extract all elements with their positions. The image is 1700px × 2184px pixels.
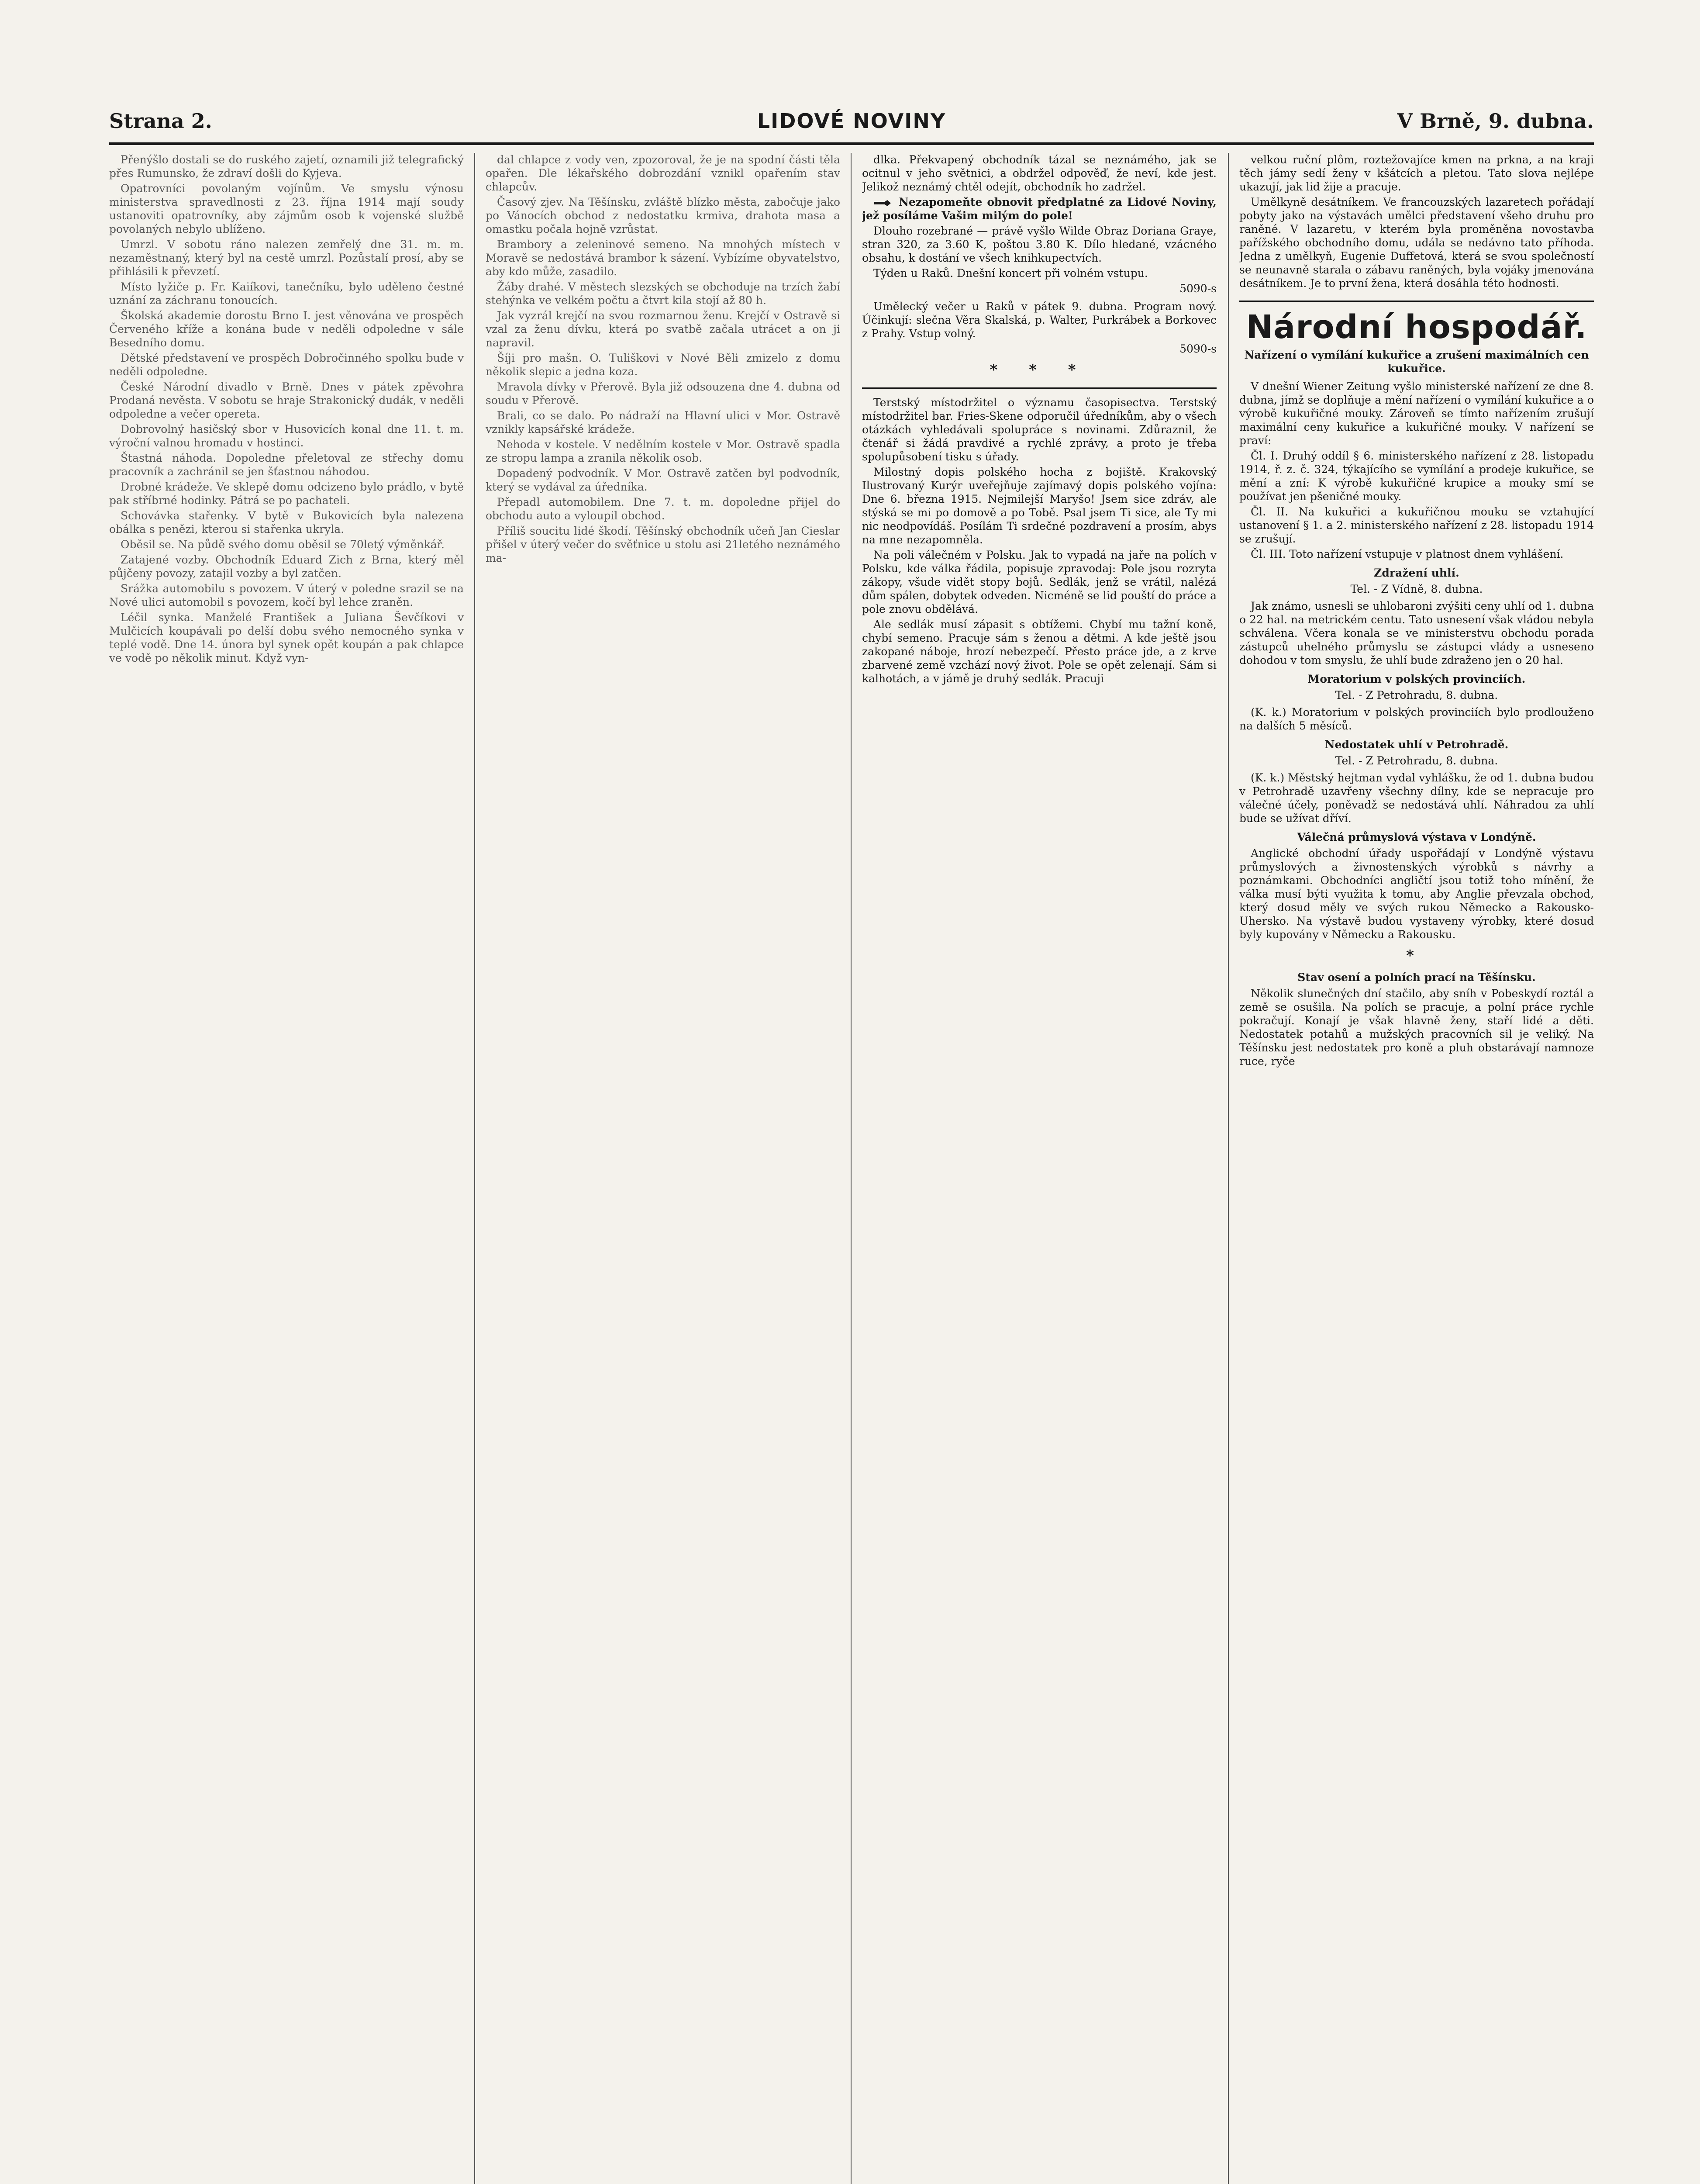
article-dateline: Tel. - Z Petrohradu, 8. dubna. <box>1335 689 1498 702</box>
column-2 <box>486 153 840 2184</box>
article-paragraph: Jak vyzrál krejčí na svou rozmarnou ženu. Krejčí v Ostravě si vzal za ženu dívku, která po svatbě začala utrácet a on ji napravil. <box>486 309 840 349</box>
divider <box>1239 301 1594 302</box>
article-paragraph: Čl. I. Druhý oddíl § 6. ministerského nařízení z 28. listopadu 1914, ř. z. č. 324, týkajícího se vymílání a prodeje kukuřice, se mění a zní: K výrobě kukuřičné krupice a mouky smí se používat jen pšeničné mouky. <box>1239 449 1594 503</box>
advertisement: Umělecký večer u Raků v pátek 9. dubna. Program nový. Účinkují: slečna Věra Skalská, p. Walter, Purkrábek a Borkovec z Prahy. Vstup volný. <box>862 300 1217 340</box>
article-paragraph: České Národní divadlo v Brně. Dnes v pátek zpěvohra Prodaná nevěsta. V sobotu se hraje Strakonický dudák, v neděli odpoledne a večer opereta. <box>109 380 464 420</box>
divider <box>862 387 1217 389</box>
article-paragraph: Milostný dopis polského hocha z bojiště. Krakovský Ilustrovaný Kurýr uveřejňuje zajímavý dopis polského vojína: Dne 6. března 1915. Nejmilejší Maryšo! Jsem sice zdráv, ale stýská se mi po domově a po Tobě. Psal jsem Ti sice, ale Ty mi nic neodpovídáš. Posílám Ti srdečné pozdravení a prosím, abys na mne nezapomněla. <box>862 466 1217 546</box>
article-paragraph: velkou ruční plôm, roztežovajíce kmen na prkna, a na kraji těch jámy sedí ženy v kšátcích a pletou. Tato slova nejlépe ukazují, jak lid žije a pracuje. <box>1239 153 1594 193</box>
column-4 <box>1239 153 1594 2184</box>
article-dateline: Tel. - Z Petrohradu, 8. dubna. <box>1335 754 1498 767</box>
article-paragraph: Umrzl. V sobotu ráno nalezen zemřelý dne 31. m. m. nezaměstnaný, který byl na cestě umrzl. Pozůstalí prosí, aby se přihlásili k převzetí. <box>109 238 464 278</box>
article-paragraph: Mravola dívky v Přerově. Byla již odsouzena dne 4. dubna od soudu v Přerově. <box>486 380 840 407</box>
article-paragraph: dlka. Překvapený obchodník tázal se neznámého, jak se ocitnul v jeho světnici, a obdržel odpověď, že neví, kde jest. Jelikož neznámý chtěl odejít, obchodník ho zadržel. <box>862 153 1217 193</box>
masthead <box>109 109 1594 141</box>
article-heading: Moratorium v polských provinciích. <box>1307 673 1526 685</box>
article-paragraph: Školská akademie dorostu Brno I. jest věnována ve prospěch Červeného kříže a konána bude v neděli odpoledne v sále Besedního domu. <box>109 309 464 349</box>
article-paragraph: Přenýšlo dostali se do ruského zajetí, oznamili již telegrafický přes Rumunsko, že zdraví došli do Kyjeva. <box>109 153 464 180</box>
article-paragraph: Na poli válečném v Polsku. Jak to vypadá na jaře na polích v Polsku, kde válka řádila, popisuje zpravodaj: Pole jsou rozryta zákopy, všude vidět stopy bojů. Sedlák, jenž se vrátil, nalézá dům spálen, dobytek odveden. Nicméně se lid pouští do práce a pole znovu obdělává. <box>862 549 1217 615</box>
article-paragraph: (K. k.) Městský hejtman vydal vyhlášku, že od 1. dubna budou v Petrohradě uzavřeny všechny dílny, kde se nepracuje pro válečné účely, poněvadž se nedostává uhlí. Náhradou za uhlí bude se užívat dříví. <box>1239 771 1594 825</box>
article-paragraph: Anglické obchodní úřady uspořádají v Londýně výstavu průmyslových a živnostenských výrobků s návrhy a poznámkami. Obchodníci angličtí jsou totiž toho mínění, že válka musí býti využita k tomu, aby Anglie převzala obchod, který dosud měly ve svých rukou Německo a Rakousko-Uhersko. Na výstavě budou vystaveny výrobky, které dosud byly kupovány v Německu a Rakousku. <box>1239 847 1594 941</box>
article-paragraph: Štastná náhoda. Dopoledne přeletoval ze střechy domu pracovník a zachránil se jen šťastnou náhodou. <box>109 452 464 478</box>
column-divider <box>474 153 475 2184</box>
article-paragraph: Umělkyně desátníkem. Ve francouzských lazaretech pořádají pobyty jako na výstavách umělci představení všeho druhu pro raněné. V lazaretu, v kterém byla proměněna novostavba pařížského obchodního domu, udála se nedávno tato příhoda. Jedna z umělkyň, Eugenie Duffetová, která se svou společností se neunavně starala o zábavu raněných, byla vojáky jmenována desátníkem. Je to první žena, která dosáhla této hodnosti. <box>1239 196 1594 290</box>
article-paragraph: Jak známo, usnesli se uhlobaroni zvýšiti ceny uhlí od 1. dubna o 22 hal. na metrickém centu. Tato usnesení však vládou nebyla schválena. Včera konala se ve ministerstvu obchodu porada zástupců uhelného průmyslu se zástupci vlády a usneseno dohodou v tom smyslu, že uhlí bude zdraženo jen o 20 hal. <box>1239 600 1594 667</box>
ad-code: 5090-s <box>1179 282 1217 295</box>
article-paragraph: Opatrovníci povolaným vojínům. Ve smyslu výnosu ministerstva spravedlnosti z 23. října 1914 mají soudy ustanoviti opatrovníky, aby zájmům osob k vojenské službě povolaných nebylo ublíženo. <box>109 182 464 235</box>
article-paragraph: Nehoda v kostele. V nedělním kostele v Mor. Ostravě spadla ze stropu lampa a zranila několik osob. <box>486 438 840 464</box>
article-paragraph: Místo lyžiče p. Fr. Kaiíkovi, tanečníku, bylo uděleno čestné uznání za záchranu tonoucích. <box>109 280 464 307</box>
article-paragraph: Oběsil se. Na půdě svého domu oběsil se 70letý výměnkář. <box>121 538 445 551</box>
article-paragraph: Příliš soucitu lidé škodí. Těšínský obchodník učeň Jan Cieslar přišel v úterý večer do svěťnice u stolu asi 21letého neznámého ma- <box>486 525 840 564</box>
section-separator: * <box>1406 947 1427 964</box>
article-paragraph: Dopadený podvodník. V Mor. Ostravě zatčen byl podvodník, který se vydával za úředníka. <box>486 467 840 493</box>
dateline: V Brně, 9. dubna. <box>1397 109 1594 133</box>
article-paragraph: Přepadl automobilem. Dne 7. t. m. dopoledne přijel do obchodu auto a vyloupil obchod. <box>486 496 840 522</box>
article-paragraph: Zatajené vozby. Obchodník Eduard Zich z Brna, který měl půjčeny povozy, zatajil vozby a byl zatčen. <box>109 553 464 580</box>
newspaper-title: LIDOVÉ NOVINY <box>757 109 946 133</box>
subscription-notice: Nezapomeňte obnovit předplatné za Lidové Noviny, jež posíláme Vašim milým do pole! <box>862 196 1217 222</box>
article-paragraph: Léčil synka. Manželé František a Juliana Ševčíkovi v Mulčicích koupávali po delší dobu svého nemocného synka v teplé vodě. Dne 14. února byl synek opět koupán a pak chlapce ve vodě po několik minut. Když vyn- <box>109 611 464 664</box>
column-1 <box>109 153 464 2184</box>
advertisement: Dlouho rozebrané — právě vyšlo Wilde Obraz Doriana Graye, stran 320, za 3.60 K, poštou 3.80 K. Dílo hledané, vzácného obsahu, k dostání ve všech knihkupectvích. <box>862 225 1217 264</box>
column-divider <box>851 153 852 2184</box>
article-paragraph: Schovávka stařenky. V bytě v Bukovicích byla nalezena obálka s penězi, kterou si stařenka ukryla. <box>109 509 464 536</box>
advertisement: Týden u Raků. Dnešní koncert při volném vstupu. <box>873 267 1148 280</box>
article-paragraph: Terstský místodržitel o významu časopisectva. Terstský místodržitel bar. Fries-Skene odporučil úředníkům, aby o všech otázkách vyhledávali spolupráce s novinami. Zdůraznil, že čtenář si žádá pravdivé a rychlé zprávy, a proto je třeba spolupůsobení tisku s úřady. <box>862 396 1217 463</box>
article-paragraph: Dětské představení ve prospěch Dobročinného spolku bude v neděli odpoledne. <box>109 352 464 378</box>
column-3 <box>862 153 1217 2184</box>
article-paragraph: Srážka automobilu s povozem. V úterý v poledne srazil se na Nové ulici automobil s povozem, kočí byl lehce zraněn. <box>109 582 464 608</box>
newspaper-page <box>109 109 1594 2184</box>
section-subtitle: Nařízení o vymílání kukuřice a zrušení maximálních cen kukuřice. <box>1244 349 1589 375</box>
article-paragraph: Žáby drahé. V městech slezských se obchoduje na trzích žabí stehýnka ve velkém počtu a čtvrt kila stojí až 80 h. <box>486 280 840 307</box>
article-heading: Nedostatek uhlí v Petrohradě. <box>1324 738 1509 751</box>
section-title: Národní hospodář. <box>1246 308 1587 346</box>
page-label: Strana 2. <box>109 109 212 133</box>
article-paragraph: Několik slunečných dní stačilo, aby sníh v Pobeskydí roztál a země se osušila. Na polích se pracuje, a polní práce rychle pokračují. Konají je však hlavně ženy, staří lidé a děti. Nedostatek potahů a mužských pracovních sil je veliký. Na Těšínsku jest nedostatek pro koně a pluh obstarávají namnoze ruce, ryče <box>1239 987 1594 1068</box>
article-paragraph: Čl. II. Na kukuřici a kukuřičnou mouku se vztahující ustanovení § 1. a 2. ministerského nařízení z 28. listopadu 1914 se zrušují. <box>1239 505 1594 545</box>
article-heading: Válečná průmyslová výstava v Londýně. <box>1297 831 1536 843</box>
article-dateline: Tel. - Z Vídně, 8. dubna. <box>1350 583 1483 595</box>
article-paragraph: Ale sedlák musí zápasit s obtížemi. Chybí mu tažní koně, chybí semeno. Pracuje sám s ženou a dětmi. A kde ještě jsou zakopané náboje, hrozí nebezpečí. Přesto práce jde, a z krve zbarvené země vzchází nový život. Pole se opět zelenají. Sám si kalhotách, a v jámě je druhý sedlák. Pracuji <box>862 618 1217 685</box>
article-paragraph: Dobrovolný hasičský sbor v Husovicích konal dne 11. t. m. výroční valnou hromadu v hostinci. <box>109 423 464 449</box>
article-paragraph: Brambory a zeleninové semeno. Na mnohých místech v Moravě se nedostává brambor k sázení. Vybízíme obyvatelstvo, aby kdo může, zasadilo. <box>486 238 840 278</box>
pointing-hand-icon <box>873 198 892 208</box>
ad-code: 5090-s <box>1179 342 1217 355</box>
article-paragraph: Čl. III. Toto nařízení vstupuje v platnost dnem vyhlášení. <box>1251 548 1564 560</box>
column-divider <box>1228 153 1229 2184</box>
article-paragraph: Časový zjev. Na Těšínsku, zvláště blízko města, zabočuje jako po Vánocích obchod z nedostatku krmiva, drahota masa a omastku počala hojně vzrůstat. <box>486 196 840 235</box>
masthead-rule <box>109 142 1594 145</box>
article-paragraph: (K. k.) Moratorium v polských provinciích bylo prodlouženo na dalších 5 měsíců. <box>1239 706 1594 732</box>
article-heading: Stav osení a polních prací na Těšínsku. <box>1297 971 1536 984</box>
section-separator: * * * <box>990 361 1089 379</box>
article-paragraph: dal chlapce z vody ven, zpozoroval, že je na spodní části těla opařen. Dle lékařského dobrozdání vznikl opařením stav chlapcův. <box>486 153 840 193</box>
article-paragraph: Šíji pro mašn. O. Tuliškovi v Nové Běli zmizelo z domu několik slepic a jedna koza. <box>486 352 840 378</box>
article-paragraph: Brali, co se dalo. Po nádraží na Hlavní ulici v Mor. Ostravě vznikly kapsářské krádeže. <box>486 409 840 435</box>
article-paragraph: Drobné krádeže. Ve sklepě domu odcizeno bylo prádlo, v bytě pak stříbrné hodinky. Pátrá se po pachateli. <box>109 480 464 507</box>
article-heading: Zdražení uhlí. <box>1374 567 1459 579</box>
article-paragraph: V dnešní Wiener Zeitung vyšlo ministerské nařízení ze dne 8. dubna, jímž se doplňuje a mění nařízení o vymílání kukuřice a o výrobě kukuřičné mouky. Zároveň se tímto nařízením zrušují maximální ceny kukuřice a kukuřičné mouky. V nařízení se praví: <box>1239 380 1594 447</box>
